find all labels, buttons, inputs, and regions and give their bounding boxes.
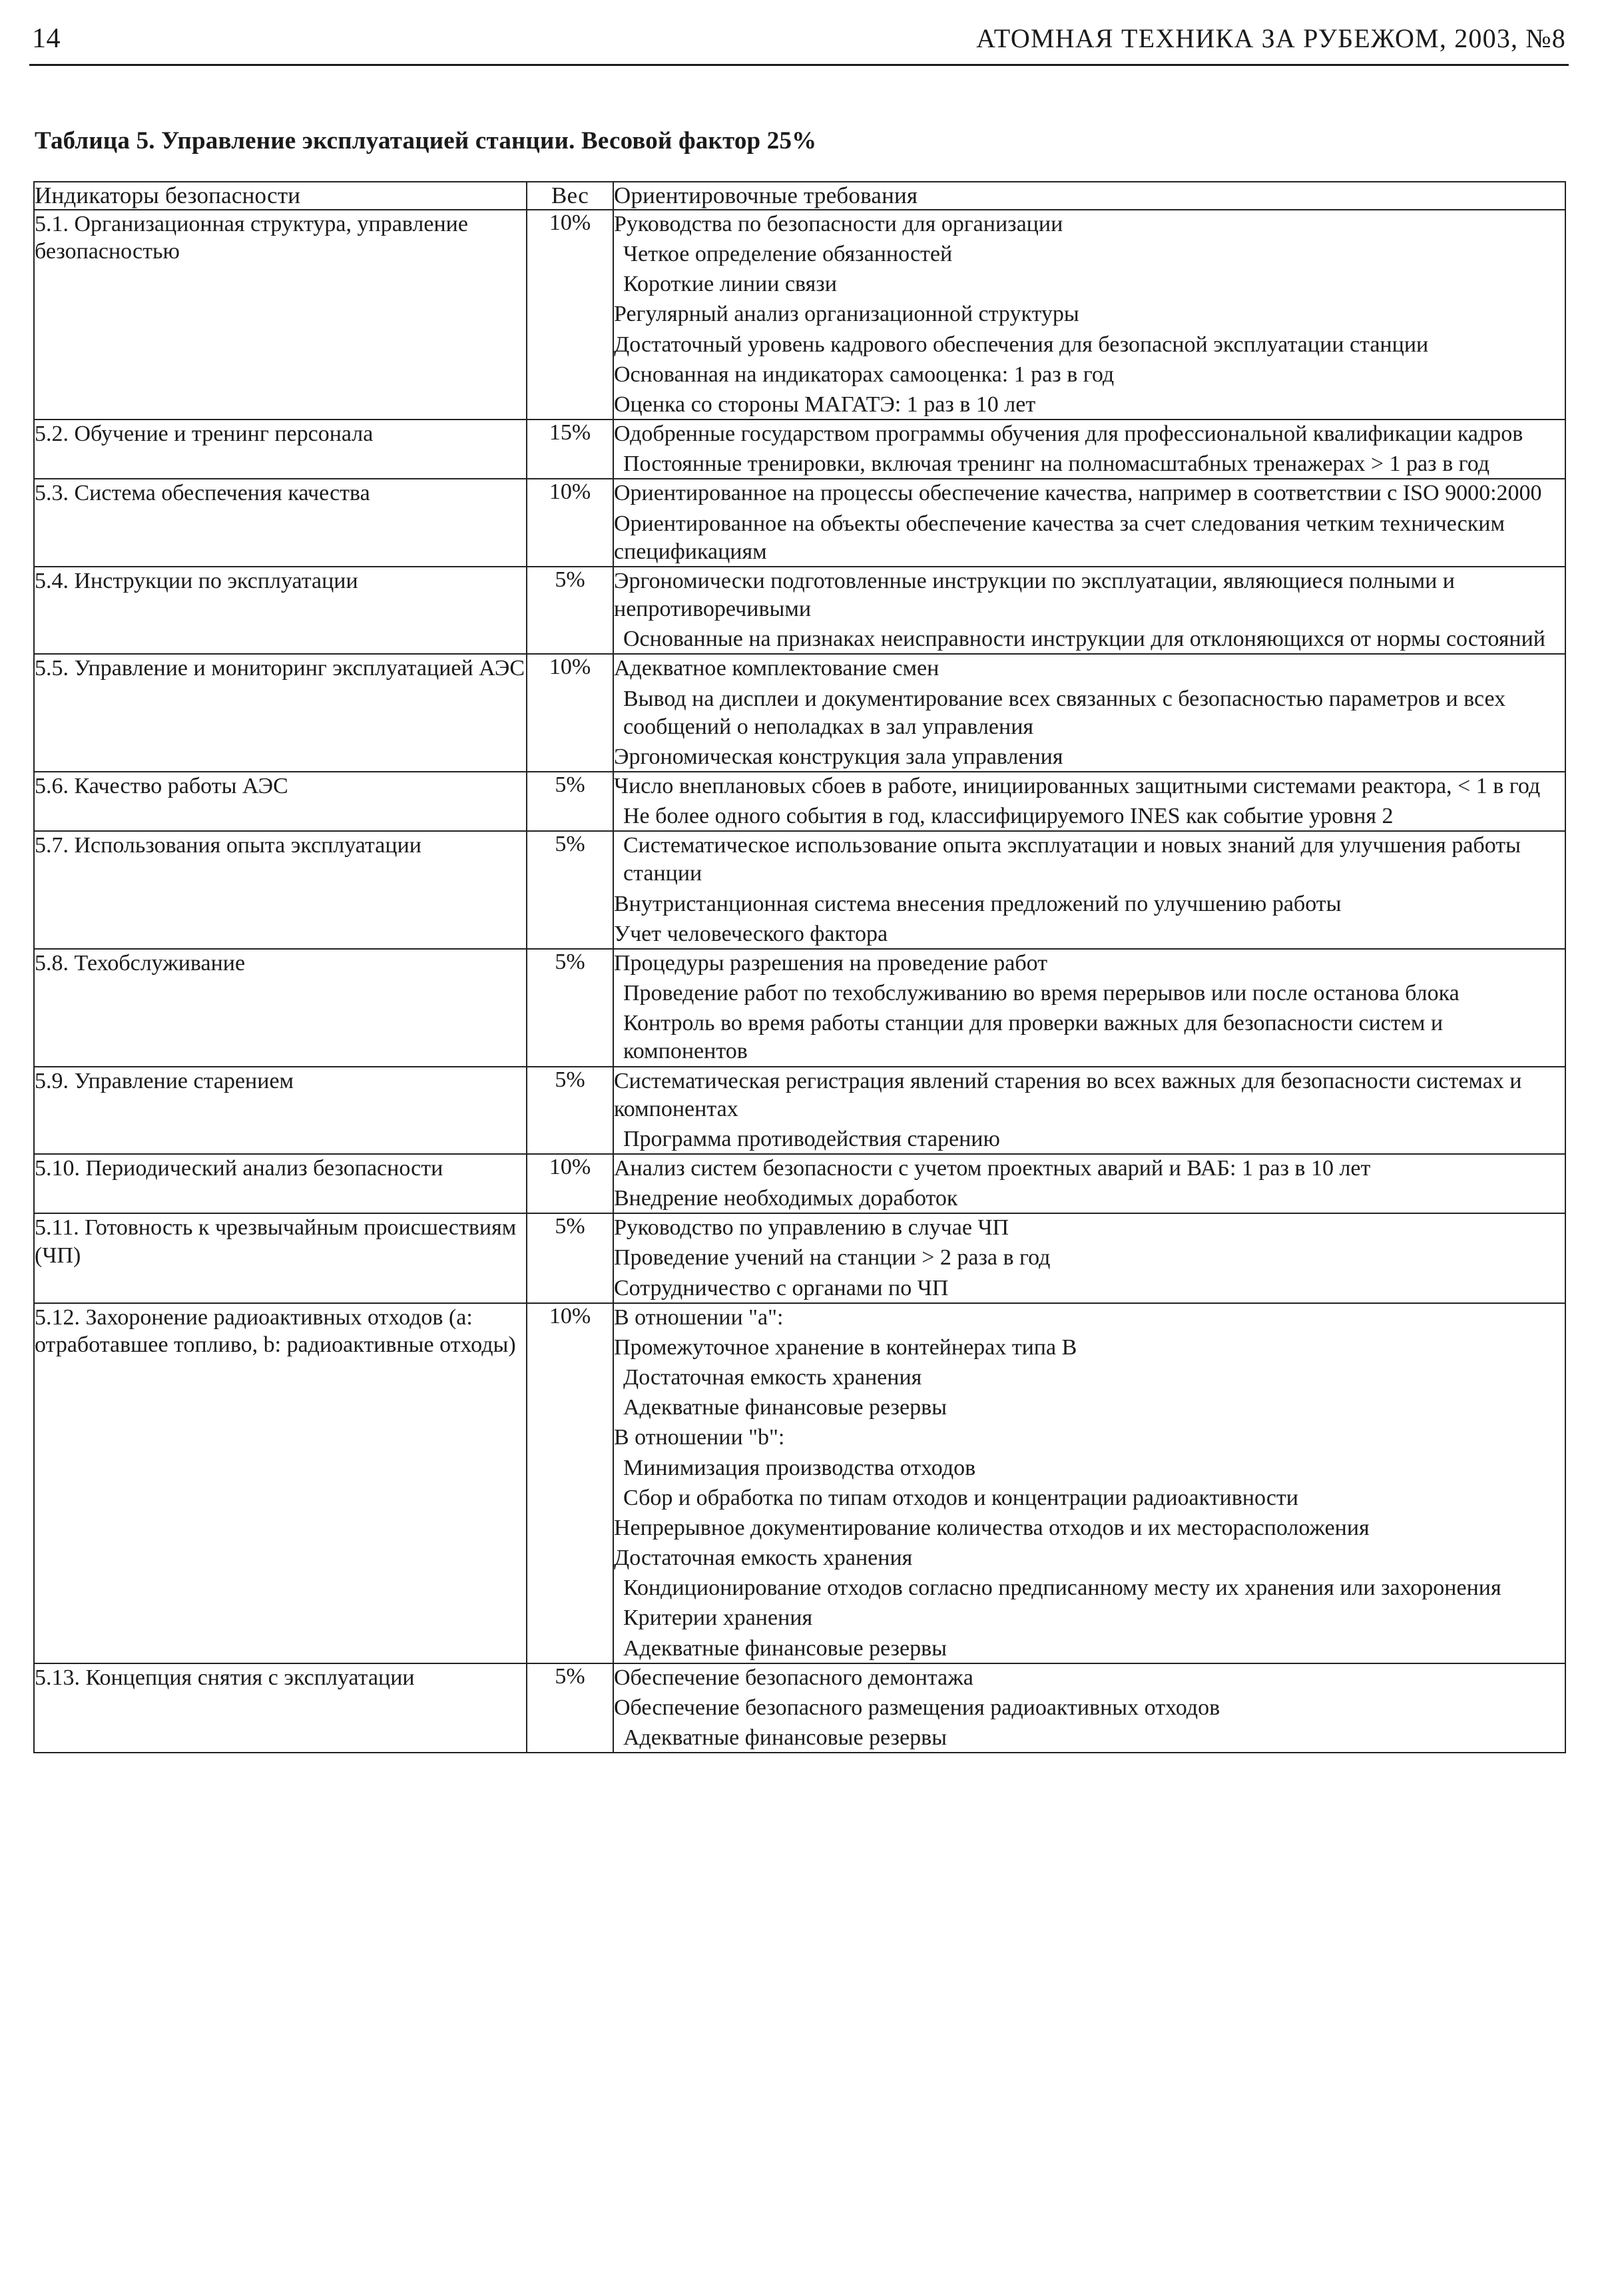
requirement-item: Проведение учений на станции > 2 раза в год: [614, 1245, 1051, 1271]
table-row: [34, 1303, 1565, 1663]
table-header-row: [34, 182, 1565, 210]
row-indicator: 5.5. Управление и мониторинг эксплуатацией АЭС: [34, 654, 527, 772]
table-row: [34, 949, 1565, 1067]
requirement-item: Обеспечение безопасного размещения радиоактивных отходов: [614, 1695, 1220, 1720]
requirement-item: Программа противодействия старению: [623, 1126, 1000, 1151]
row-indicator: 5.8. Техобслуживание: [34, 949, 527, 1067]
row-indicator: 5.4. Инструкции по эксплуатации: [34, 567, 527, 654]
row-indicator: 5.3. Система обеспечения качества: [34, 479, 527, 566]
requirement-item: В отношении "b":: [614, 1425, 785, 1450]
row-indicator: 5.13. Концепция снятия с эксплуатации: [34, 1663, 527, 1753]
requirement-item: Вывод на дисплеи и документирование всех связанных с безопасностью параметров и всех сообщений о неполадках в зал управления: [623, 686, 1506, 739]
requirement-item: Короткие линии связи: [623, 272, 837, 297]
requirement-item: Кондиционирование отходов согласно предписанному месту их хранения или захоронения: [623, 1576, 1501, 1601]
row-requirements: [613, 772, 1565, 831]
row-indicator: 5.6. Качество работы АЭС: [34, 772, 527, 831]
row-weight: 10%: [527, 1154, 613, 1213]
row-requirements: [613, 1154, 1565, 1213]
requirement-item: Адекватные финансовые резервы: [623, 1395, 947, 1420]
requirement-item: Минимизация производства отходов: [623, 1455, 976, 1480]
requirement-item: Ориентированное на процессы обеспечение качества, например в соответствии с ISO 9000:2000: [614, 481, 1542, 506]
requirement-item: Эргономически подготовленные инструкции по эксплуатации, являющиеся полными и непротиворечивыми: [614, 568, 1455, 622]
safety-indicators-table: [33, 181, 1566, 1753]
row-weight: 15%: [527, 420, 613, 479]
row-requirements: [613, 567, 1565, 654]
row-weight: 5%: [527, 949, 613, 1067]
table-row: [34, 772, 1565, 831]
requirement-item: Основанные на признаках неисправности инструкции для отклоняющихся от нормы состояний: [623, 627, 1545, 652]
row-indicator: 5.11. Готовность к чрезвычайным происшествиям (ЧП): [34, 1213, 527, 1302]
requirement-item: Адекватные финансовые резервы: [623, 1635, 947, 1661]
row-weight: 5%: [527, 1663, 613, 1753]
row-weight: 5%: [527, 831, 613, 949]
row-indicator: 5.10. Периодический анализ безопасности: [34, 1154, 527, 1213]
row-requirements: [613, 210, 1565, 420]
requirement-item: Внедрение необходимых доработок: [614, 1186, 958, 1211]
row-requirements: [613, 1663, 1565, 1753]
row-indicator: 5.2. Обучение и тренинг персонала: [34, 420, 527, 479]
table-row: [34, 210, 1565, 420]
journal-title: АТОМНАЯ ТЕХНИКА ЗА РУБЕЖОМ, 2003, №8: [976, 23, 1566, 53]
table-row: [34, 420, 1565, 479]
requirement-item: Процедуры разрешения на проведение работ: [614, 950, 1048, 976]
row-weight: 5%: [527, 772, 613, 831]
row-requirements: [613, 420, 1565, 479]
requirement-item: Четкое определение обязанностей: [623, 242, 953, 267]
requirement-item: Критерии хранения: [623, 1605, 813, 1631]
row-requirements: [613, 654, 1565, 772]
requirement-item: Достаточная емкость хранения: [614, 1546, 913, 1571]
table-row: [34, 831, 1565, 949]
row-weight: 5%: [527, 1213, 613, 1302]
requirement-item: Сбор и обработка по типам отходов и концентрации радиоактивности: [623, 1485, 1298, 1510]
table-row: [34, 479, 1565, 566]
column-header-weight: Вес: [527, 182, 613, 210]
row-weight: 10%: [527, 479, 613, 566]
row-weight: 5%: [527, 567, 613, 654]
row-weight: 10%: [527, 654, 613, 772]
row-requirements: [613, 1213, 1565, 1302]
row-indicator: 5.1. Организационная структура, управление безопасностью: [34, 210, 527, 420]
page-number: 14: [32, 23, 61, 54]
requirement-item: Руководство по управлению в случае ЧП: [614, 1215, 1009, 1241]
row-indicator: 5.9. Управление старением: [34, 1067, 527, 1154]
requirement-item: Контроль во время работы станции для проверки важных для безопасности систем и компонентов: [623, 1011, 1444, 1064]
table-caption: Таблица 5. Управление эксплуатацией станции. Весовой фактор 25%: [35, 127, 817, 154]
requirement-item: Не более одного события в год, классифицируемого INES как событие уровня 2: [623, 804, 1394, 829]
row-indicator: 5.12. Захоронение радиоактивных отходов (а: отработавшее топливо, b: радиоактивные отходы): [34, 1303, 527, 1663]
column-header-indicator: Индикаторы безопасности: [34, 182, 527, 210]
requirement-item: Эргономическая конструкция зала управления: [614, 744, 1063, 769]
header-divider: [29, 64, 1569, 66]
requirement-item: В отношении "а":: [614, 1304, 784, 1330]
table-row: [34, 1154, 1565, 1213]
row-requirements: [613, 1067, 1565, 1154]
row-requirements: [613, 949, 1565, 1067]
requirement-item: Ориентированное на объекты обеспечение качества за счет следования четким техническим спецификациям: [614, 511, 1505, 564]
requirement-item: Руководства по безопасности для организации: [614, 212, 1063, 236]
requirement-item: Проведение работ по техобслуживанию во время перерывов или после останова блока: [623, 981, 1460, 1006]
requirement-item: Сотрудничество с органами по ЧП: [614, 1275, 949, 1300]
requirement-item: Анализ систем безопасности с учетом проектных аварий и ВАБ: 1 раз в 10 лет: [614, 1156, 1371, 1181]
requirement-item: Обеспечение безопасного демонтажа: [614, 1665, 973, 1690]
page-header: [32, 23, 1566, 69]
row-requirements: [613, 479, 1565, 566]
requirement-item: Внутристанционная система внесения предложений по улучшению работы: [614, 891, 1342, 916]
table-row: [34, 654, 1565, 772]
requirement-item: Одобренные государством программы обучения для профессиональной квалификации кадров: [614, 422, 1523, 447]
requirement-item: Непрерывное документирование количества отходов и их месторасположения: [614, 1515, 1370, 1540]
requirement-item: Достаточный уровень кадрового обеспечения для безопасной эксплуатации станции: [614, 332, 1429, 357]
table-row: [34, 1663, 1565, 1753]
row-requirements: [613, 831, 1565, 949]
requirement-item: Оценка со стороны МАГАТЭ: 1 раз в 10 лет: [614, 392, 1036, 417]
row-weight: 5%: [527, 1067, 613, 1154]
row-weight: 10%: [527, 210, 613, 420]
row-requirements: [613, 1303, 1565, 1663]
requirement-item: Адекватное комплектование смен: [614, 656, 939, 681]
row-indicator: 5.7. Использования опыта эксплуатации: [34, 831, 527, 949]
requirement-item: Регулярный анализ организационной структуры: [614, 302, 1079, 327]
requirement-item: Достаточная емкость хранения: [623, 1365, 922, 1390]
column-header-requirements: Ориентировочные требования: [613, 182, 1565, 210]
requirement-item: Систематическое использование опыта эксплуатации и новых знаний для улучшения работы станции: [623, 833, 1521, 886]
requirement-item: Постоянные тренировки, включая тренинг на полномасштабных тренажерах > 1 раз в год: [623, 451, 1490, 477]
requirement-item: Адекватные финансовые резервы: [623, 1725, 947, 1750]
requirement-item: Основанная на индикаторах самооценка: 1 раз в год: [614, 362, 1115, 387]
table-row: [34, 567, 1565, 654]
row-weight: 10%: [527, 1303, 613, 1663]
table-row: [34, 1067, 1565, 1154]
requirement-item: Промежуточное хранение в контейнерах типа В: [614, 1334, 1077, 1360]
table-row: [34, 1213, 1565, 1302]
requirement-item: Учет человеческого фактора: [614, 921, 888, 946]
requirement-item: Систематическая регистрация явлений старения во всех важных для безопасности системах и компонентах: [614, 1068, 1522, 1121]
requirement-item: Число внеплановых сбоев в работе, инициированных защитными системами реактора, < 1 в год: [614, 773, 1541, 798]
